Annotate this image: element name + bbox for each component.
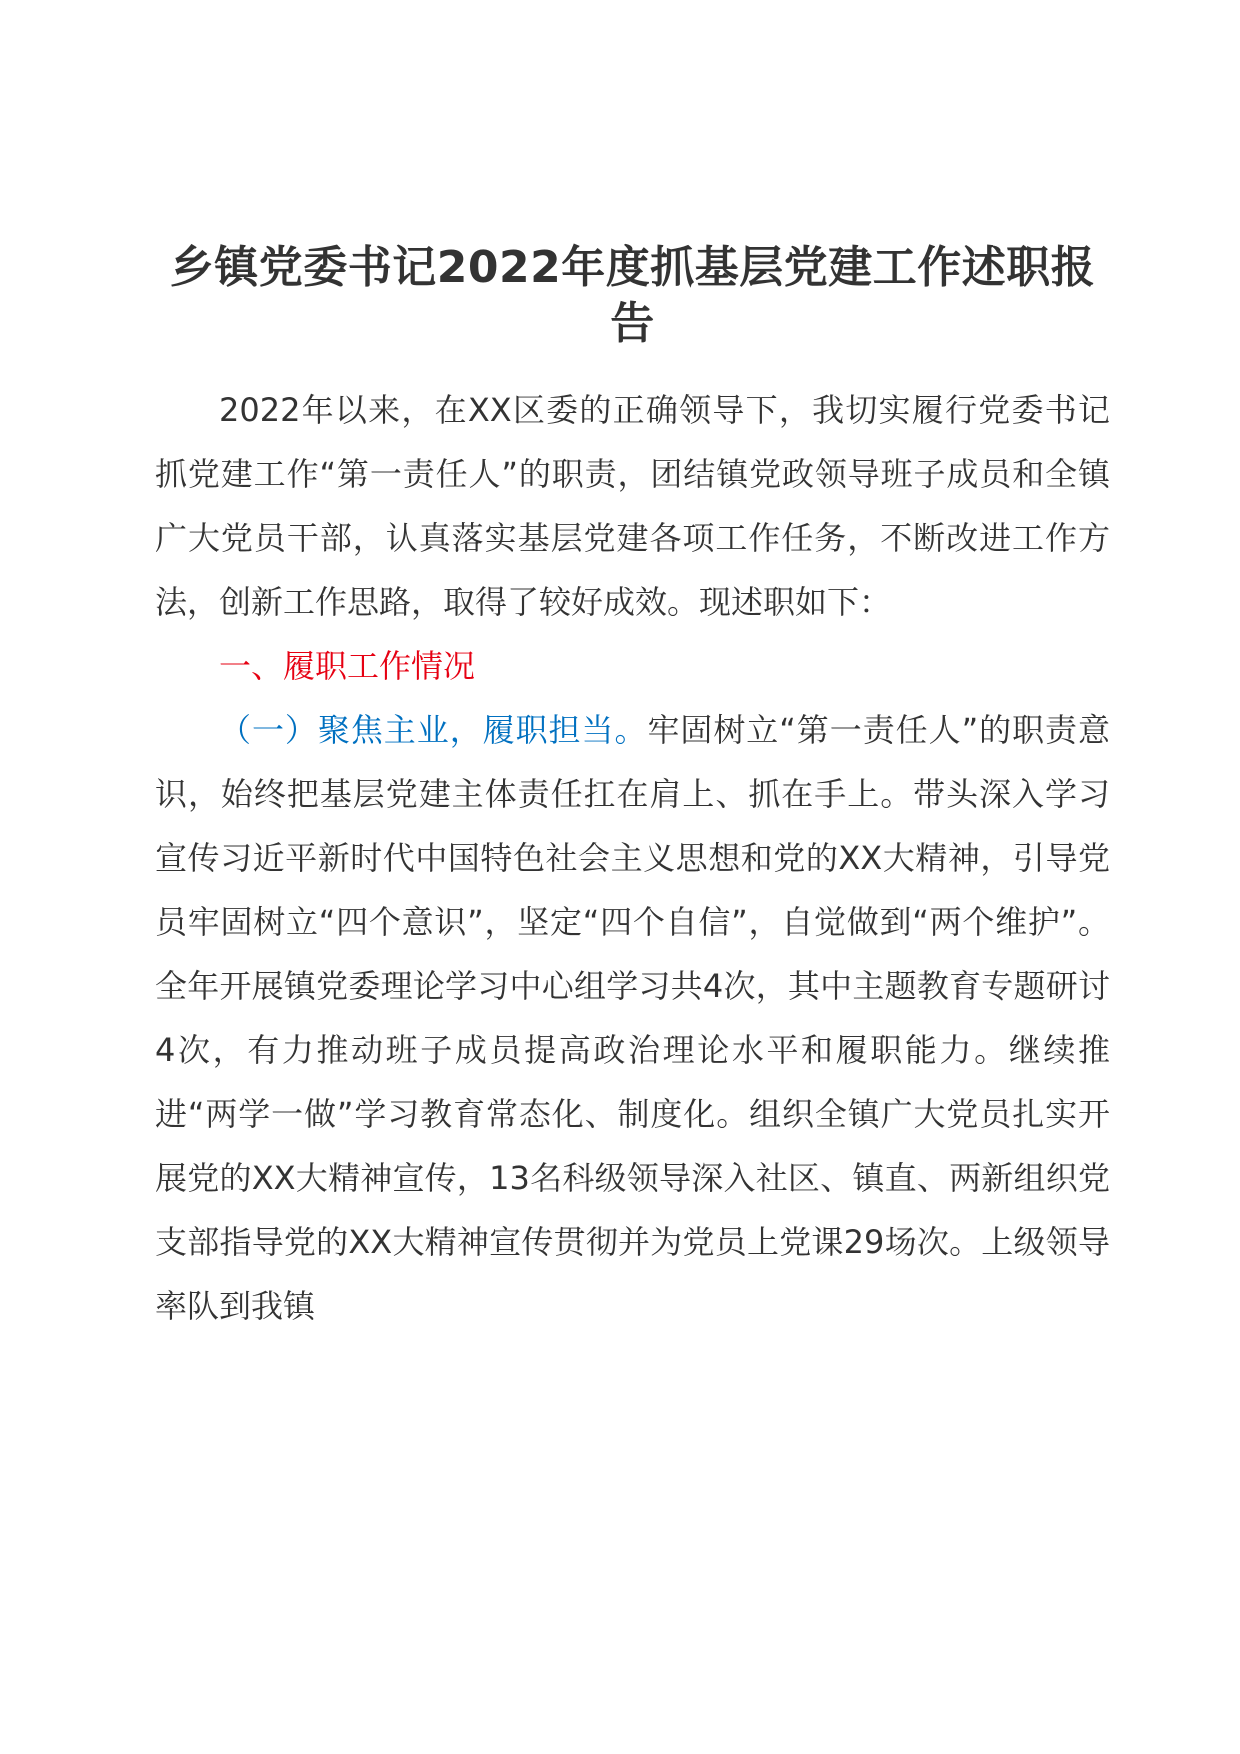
- intro-paragraph: 2022年以来，在XX区委的正确领导下，我切实履行党委书记抓党建工作“第一责任人”的职责，团结镇党政领导班子成员和全镇广大党员干部，认真落实基层党建各项工作任务，不断改进工作方法，创新工作思路，取得了较好成效。现述职如下：: [155, 391, 1110, 621]
- section-heading: 一、履职工作情况: [219, 647, 476, 685]
- document-content: [155, 240, 1110, 1338]
- section-paragraph: [155, 698, 1110, 1338]
- subsection-body: 牢固树立“第一责任人”的职责意识，始终把基层党建主体责任扛在肩上、抓在手上。带头深入学习宣传习近平新时代中国特色社会主义思想和党的XX大精神，引导党员牢固树立“四个意识”，坚定“四个自信”，自觉做到“两个维护”。全年开展镇党委理论学习中心组学习共4次，其中主题教育专题研讨4次，有力推动班子成员提高政治理论水平和履职能力。继续推进“两学一做”学习教育常态化、制度化。组织全镇广大党员扎实开展党的XX大精神宣传，13名科级领导深入社区、镇直、两新组织党支部指导党的XX大精神宣传贯彻并为党员上党课29场次。上级领导率队到我镇: [155, 711, 1110, 1325]
- subsection-lead: （一）聚焦主业，履职担当。: [219, 711, 648, 749]
- document-title: 乡镇党委书记2022年度抓基层党建工作述职报告: [169, 242, 1096, 349]
